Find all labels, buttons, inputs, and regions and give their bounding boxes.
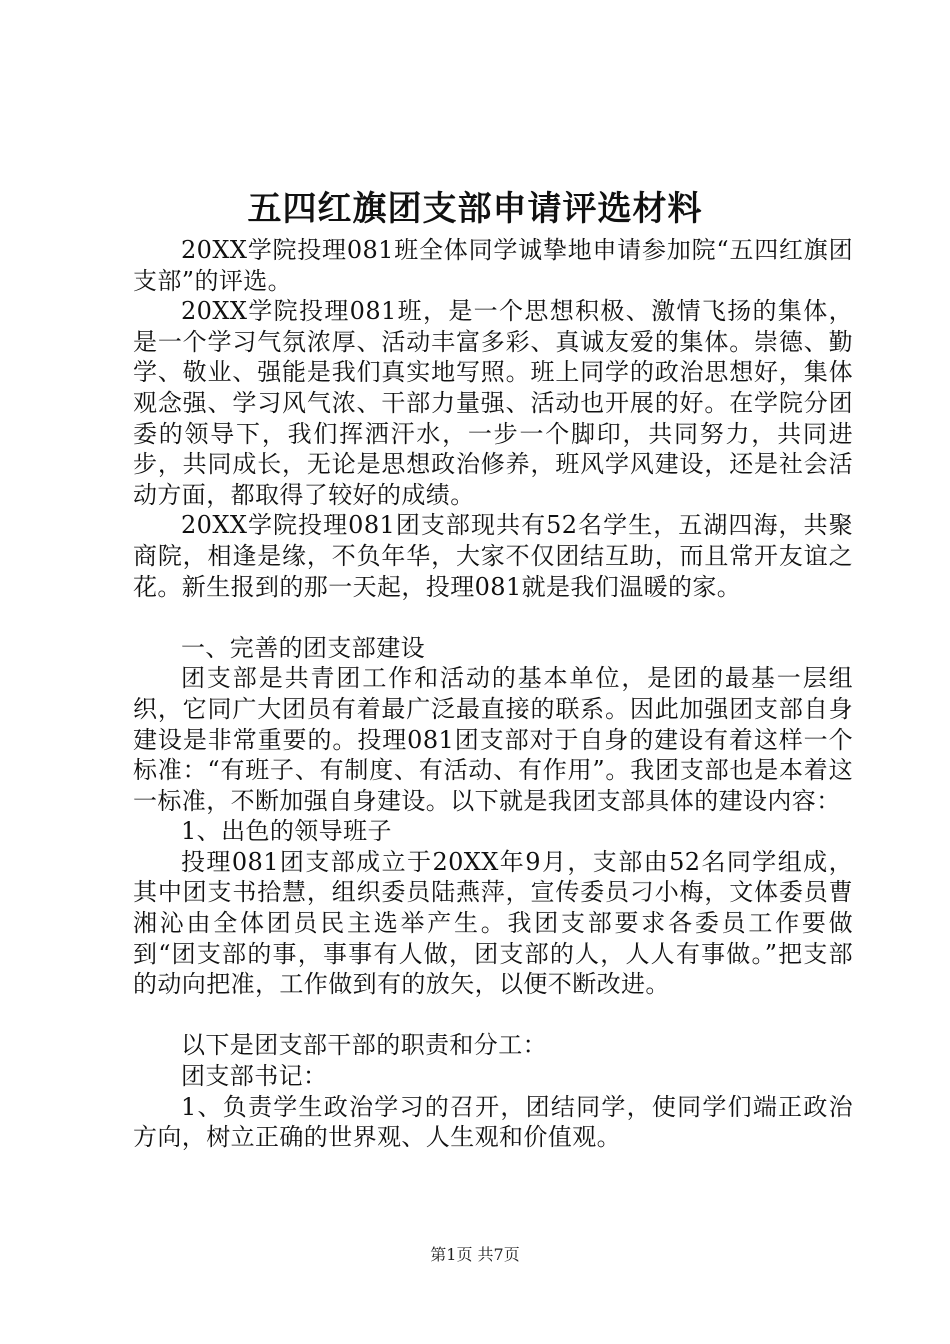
document-body	[133, 235, 853, 1153]
paragraph-intro: 20XX学院投理081班全体同学诚挚地申请参加院“五四红旗团支部”的评选。	[133, 236, 853, 295]
paragraph-secretary-duty-1: 1、负责学生政治学习的召开，团结同学，使同学们端正政治方向，树立正确的世界观、人生观和价值观。	[133, 1092, 853, 1152]
paragraph-branch-members: 20XX学院投理081团支部现共有52名学生，五湖四海，共聚商院，相逢是缘，不负年华，大家不仅团结互助，而且常开友谊之花。新生报到的那一天起，投理081就是我们温暖的家。	[133, 511, 853, 601]
paragraph-branch-construction: 团支部是共青团工作和活动的基本单位，是团的最基一层组织，它同广大团员有着最广泛最直接的联系。因此加强团支部自身建设是非常重要的。投理081团支部对于自身的建设有着这样一个标准：“有班子、有制度、有活动、有作用”。我团支部也是本着这一标准，不断加强自身建设。以下就是我团支部具体的建设内容：	[133, 664, 853, 815]
paragraph-leadership: 投理081团支部成立于20XX年9月，支部由52名同学组成，其中团支书拾慧，组织委员陆燕萍，宣传委员刁小梅，文体委员曹湘沁由全体团员民主选举产生。我团支部要求各委员工作要做到“团支部的事，事事有人做，团支部的人，人人有事做。”把支部的动向把准，工作做到有的放矢，以便不断改进。	[133, 847, 853, 999]
page-footer: 第1页 共7页	[430, 1245, 520, 1264]
section-heading-construction: 一、完善的团支部建设	[181, 633, 425, 662]
paragraph-duties-intro: 以下是团支部干部的职责和分工：	[181, 1031, 547, 1060]
paragraph-class-description: 20XX学院投理081班，是一个思想积极、激情飞扬的集体，是一个学习气氛浓厚、活动丰富多彩、真诚友爱的集体。崇德、勤学、敬业、强能是我们真实地写照。班上同学的政治思想好，集体观念强、学习风气浓、干部力量强、活动也开展的好。在学院分团委的领导下，我们挥洒汗水，一步一个脚印，共同努力，共同进步，共同成长，无论是思想政治修养，班风学风建设，还是社会活动方面，都取得了较好的成绩。	[133, 297, 853, 509]
subheading-leadership: 1、出色的领导班子	[181, 817, 392, 846]
subheading-secretary: 团支部书记：	[181, 1062, 328, 1091]
paragraph-gap	[133, 1000, 853, 1031]
document-title: 五四红旗团支部申请评选材料	[247, 189, 703, 229]
paragraph-gap	[133, 602, 853, 633]
